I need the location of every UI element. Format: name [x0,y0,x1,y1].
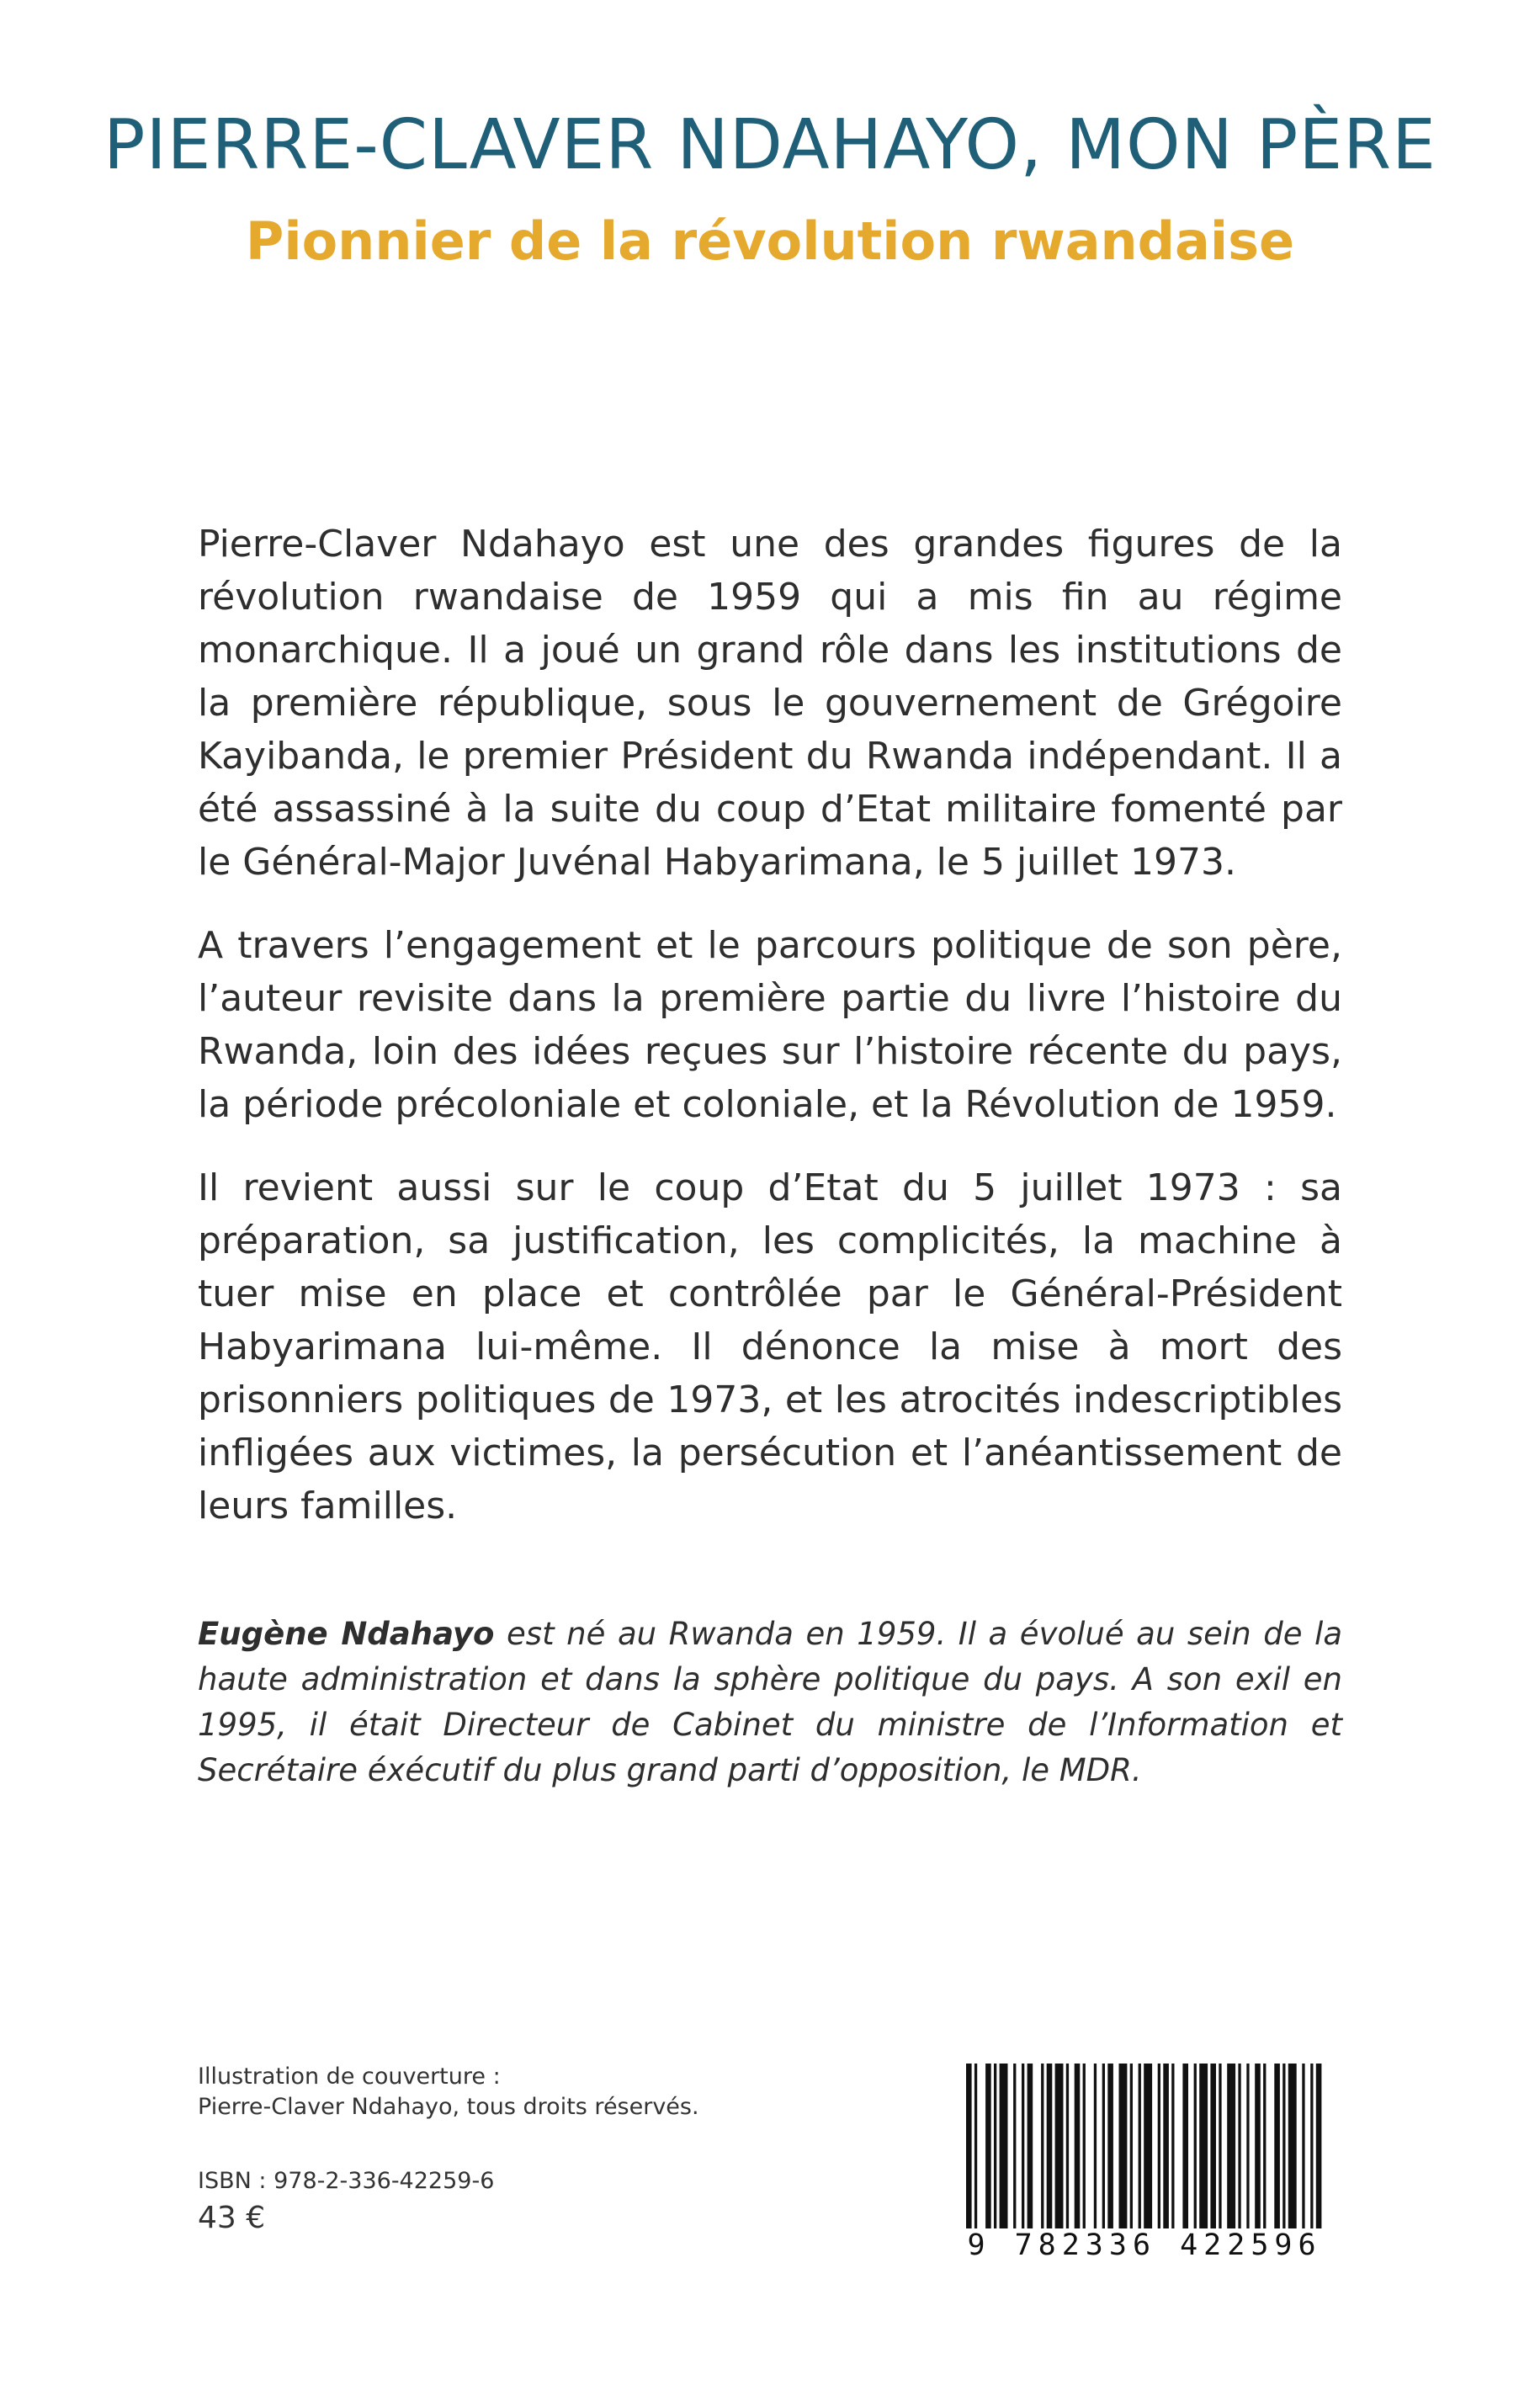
barcode-bar [1310,2064,1313,2232]
isbn: ISBN : 978-2-336-42259-6 [198,2168,495,2194]
barcode-bar [1263,2064,1266,2232]
barcode-bars [959,2064,1330,2232]
barcode-bar [1227,2064,1235,2232]
barcode-bar [994,2064,996,2232]
credits [198,2062,787,2234]
barcode-bar [1013,2064,1016,2232]
barcode-bar [1047,2064,1053,2232]
author-name: Eugène Ndahayo [198,1616,495,1652]
barcode-bar [1238,2064,1240,2232]
barcode-bar [1316,2064,1322,2232]
book-subtitle: Pionnier de la révolution rwandaise [245,210,1295,272]
barcode-bar [1000,2064,1008,2232]
barcode-bar [1274,2064,1280,2232]
barcode-bar [1083,2064,1086,2232]
barcode-bar [1255,2064,1261,2232]
barcode-bar [1182,2064,1188,2232]
barcode-bar [1288,2064,1297,2232]
barcode-bar [1022,2064,1024,2232]
barcode-bar [1144,2064,1152,2232]
barcode-bar [1302,2064,1304,2232]
barcode-bar [1246,2064,1249,2232]
barcode-bar [1066,2064,1069,2232]
blurb-paragraph-1: Pierre-Claver Ndahayo est une des grandes figures de la révolution rwandaise de 1959 qui a mis fin au régime monarchique. Il a joué un grand rôle dans les institutions de la première république, sous le gouvernement de Grégoire Kayibanda, le premier Président du Rwanda indépendant. Il a été assassiné à la suite du coup d’Etat militaire fomenté par le Général-Major Juvénal Habyarimana, le 5 juillet 1973. [198,523,1342,884]
barcode-bar [985,2064,991,2232]
barcode-bar [974,2064,977,2232]
barcode-bar [1219,2064,1221,2232]
barcode-bar [1119,2064,1128,2232]
barcode [959,2064,1330,2270]
barcode-bar [966,2064,972,2232]
barcode-bar [1130,2064,1133,2232]
barcode-bar [1171,2064,1174,2232]
barcode-bar [1282,2064,1285,2232]
barcode-bar [1055,2064,1064,2232]
blurb-paragraph-2: A travers l’engagement et le parcours politique de son père, l’auteur revisite dans la première partie du livre l’histoire du Rwanda, loin des idées reçues sur l’histoire récente du pays, la période précoloniale et coloniale, et la Révolution de 1959. [198,924,1342,1126]
barcode-bar [1094,2064,1097,2232]
book-title: PIERRE-CLAVER NDAHAYO, MON PÈRE [104,105,1436,185]
illustration-label: Illustration de couverture : [198,2064,501,2090]
barcode-bar [1163,2064,1169,2232]
author-bio [198,1612,1342,1793]
blurb [198,518,1342,1563]
blurb-paragraph-3: Il revient aussi sur le coup d’Etat du 5 juillet 1973 : sa préparation, sa justification, les complicités, la machine à tuer mise en place et contrôlée par le Général-Président Habyarimana lui-même. Il dénonce la mise à mort des prisonniers politiques de 1973, et les atrocités indescriptibles infligées aux victimes, la persécution et l’anéantissement de leurs familles. [198,1166,1342,1527]
barcode-bar [1107,2064,1113,2232]
barcode-bar [1210,2064,1216,2232]
barcode-digits: 9 782336 422596 [959,2228,1330,2267]
barcode-bar [1199,2064,1208,2232]
barcode-bar [1194,2064,1197,2232]
barcode-bar [1028,2064,1033,2232]
illustration-credit: Pierre-Claver Ndahayo, tous droits réservés. [198,2094,699,2120]
barcode-bar [1075,2064,1081,2232]
barcode-bar [1158,2064,1160,2232]
barcode-bar [1102,2064,1105,2232]
barcode-bar [1041,2064,1043,2232]
author-bio-text: est né au Rwanda en 1959. Il a évolué au sein de la haute administration et dans la sphère politique du pays. A son exil en 1995, il était Directeur de Cabinet du ministre de l’Information et Secrétaire éxécutif du plus grand parti d’opposition, le MDR. [198,1616,1342,1788]
barcode-bar [1139,2064,1141,2232]
price: 43 € [198,2201,266,2235]
